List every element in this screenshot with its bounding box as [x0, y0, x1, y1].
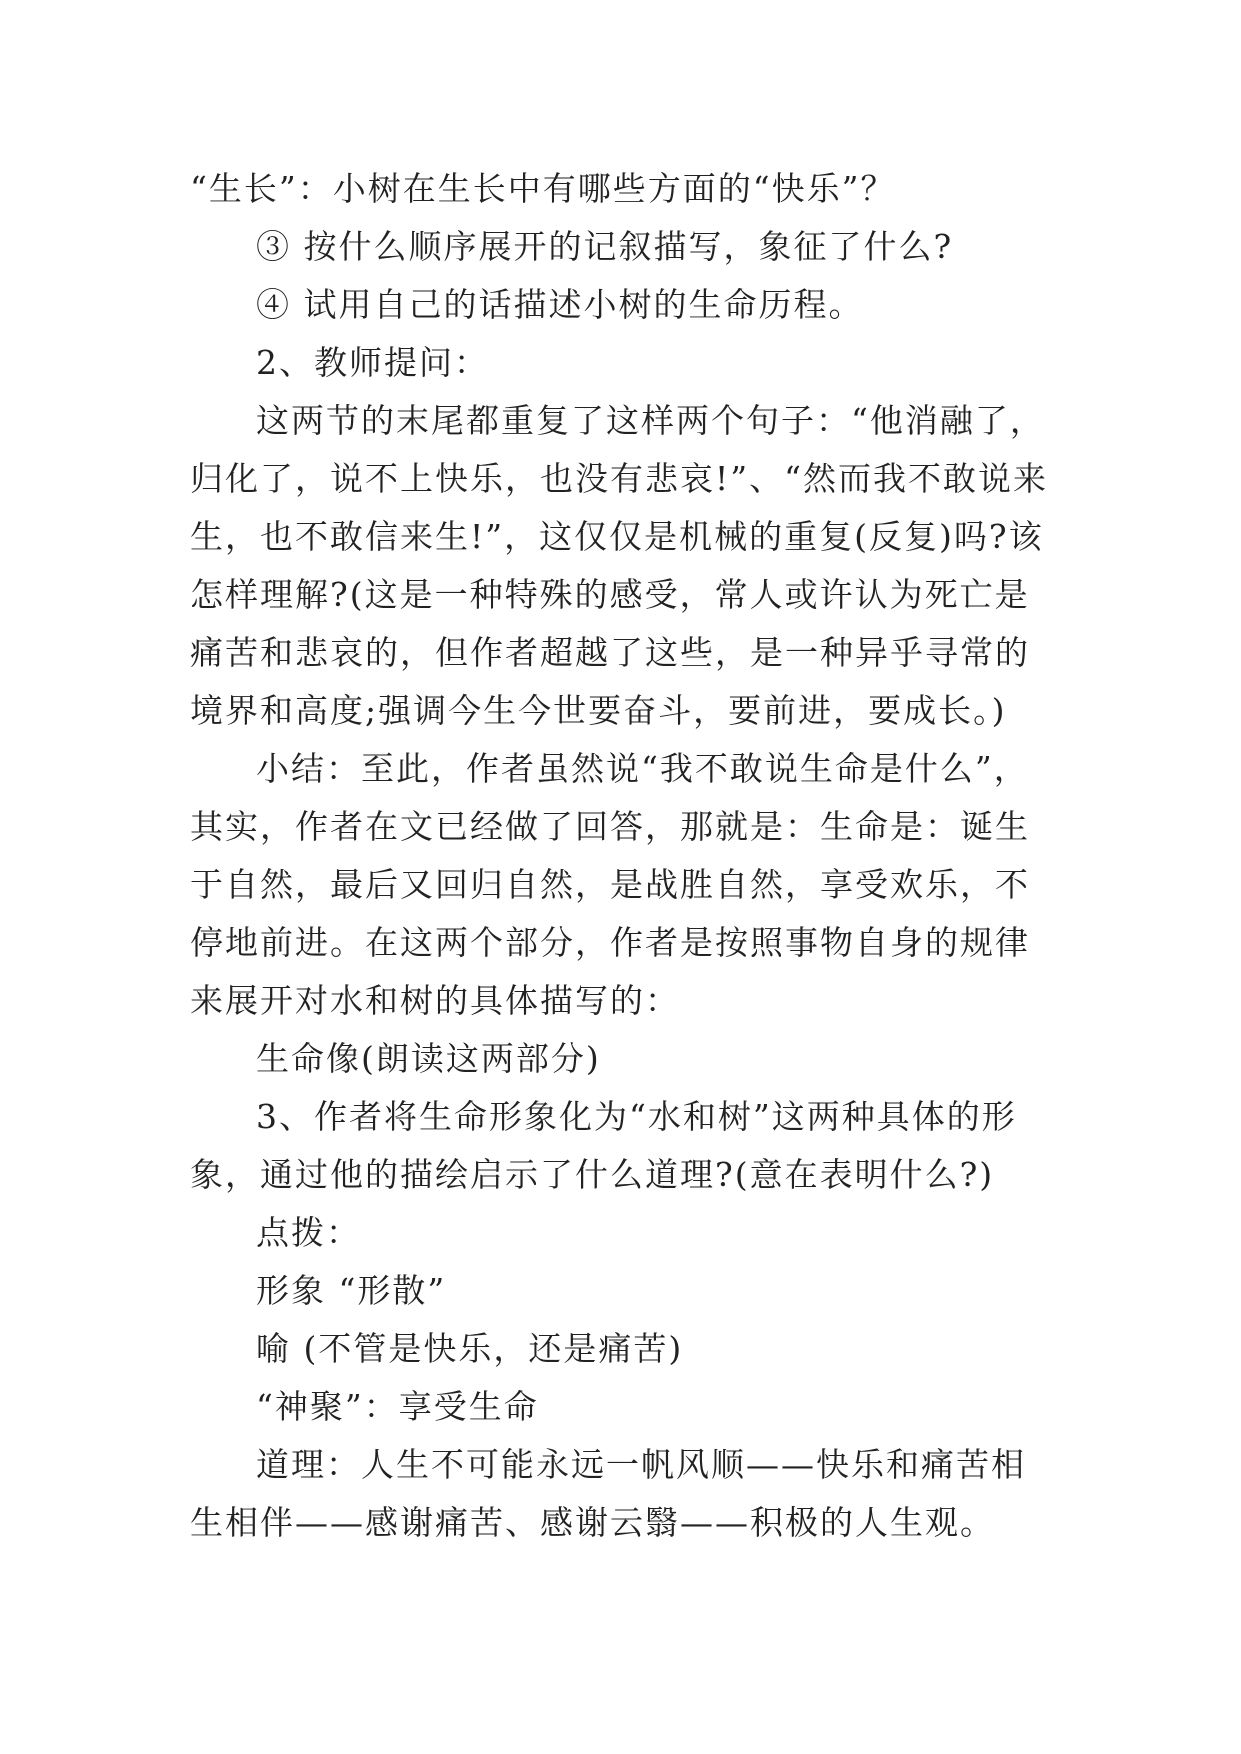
paragraph-growth-question: “生长”：小树在生长中有哪些方面的“快乐”？ — [190, 169, 896, 208]
paragraph-spirit: “神聚”：享受生命 — [256, 1387, 539, 1426]
paragraph-question-3-imagery: 3、作者将生命形象化为“水和树”这两种具体的形象，通过他的描绘启示了什么道理?(意在表明什么?) — [190, 1097, 1017, 1194]
paragraph-teacher-question-heading: 2、教师提问： — [256, 343, 489, 382]
paragraph-metaphor: 喻 (不管是快乐，还是痛苦) — [256, 1329, 684, 1368]
paragraph-summary: 小结：至此，作者虽然说“我不敢说生命是什么”，其实，作者在文已经做了回答，那就是：生命是：诞生于自然，最后又回归自然，是战胜自然，享受欢乐，不停地前进。在这两个部分，作者是按照事物自身的规律来展开对水和树的具体描写的： — [190, 749, 1030, 1020]
paragraph-hint-label: 点拨： — [256, 1213, 361, 1252]
paragraph-principle: 道理：人生不可能永远一帆风顺——快乐和痛苦相生相伴——感谢痛苦、感谢云翳——积极的人生观。 — [190, 1445, 1026, 1542]
paragraph-life-like: 生命像(朗读这两部分) — [256, 1039, 601, 1078]
document-body — [190, 160, 1060, 1552]
paragraph-image-form: 形象 “形散” — [256, 1271, 447, 1310]
paragraph-question-3: ③ 按什么顺序展开的记叙描写，象征了什么? — [256, 227, 954, 266]
paragraph-question-4: ④ 试用自己的话描述小树的生命历程。 — [256, 285, 864, 324]
paragraph-repetition-analysis: 这两节的末尾都重复了这样两个句子：“他消融了，归化了，说不上快乐，也没有悲哀!”、“然而我不敢说来生，也不敢信来生!”，这仅仅是机械的重复(反复)吗?该怎样理解?(这是一种特殊的感受，常人或许认为死亡是痛苦和悲哀的，但作者超越了这些，是一种异乎寻常的境界和高度;强调今生今世要奋斗，要前进，要成长。) — [190, 401, 1049, 730]
